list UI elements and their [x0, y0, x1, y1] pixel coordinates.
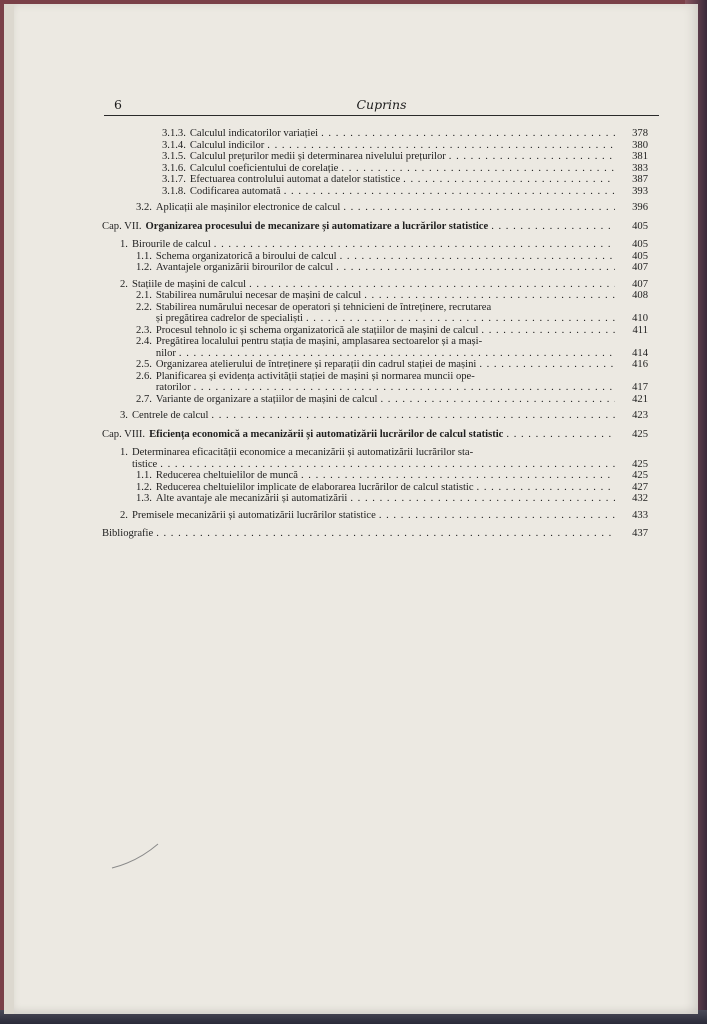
- toc-page-number: 433: [632, 509, 648, 521]
- toc-entry-number: 3.1.4.: [162, 139, 186, 151]
- toc-entry[interactable]: [102, 221, 648, 233]
- toc-entry[interactable]: [102, 262, 648, 274]
- toc-entry-number: 2.1.: [136, 290, 152, 301]
- toc-entry-title: Bibliografie: [102, 528, 154, 539]
- toc-entry[interactable]: [102, 325, 648, 337]
- toc-page-number: 425: [632, 428, 648, 440]
- toc-entry[interactable]: [102, 140, 648, 152]
- leader-dots: [350, 493, 615, 505]
- toc-page-number: 423: [632, 410, 648, 421]
- toc-entry-continuation[interactable]: [102, 348, 648, 360]
- leader-dots: [156, 528, 615, 540]
- toc-entry-title: Calculul indicatorilor variației: [189, 128, 319, 139]
- leader-dots: [403, 174, 615, 186]
- leader-dots: [179, 348, 615, 360]
- toc-entry-title: și pregătirea cadrelor de specialiști: [155, 313, 303, 324]
- toc-entry[interactable]: [102, 482, 648, 494]
- leader-dots: [477, 482, 615, 494]
- leader-dots: [214, 239, 615, 251]
- toc-entry-title: Efectuarea controlului automat a datelor statistice: [189, 174, 401, 185]
- leader-dots: [211, 410, 615, 422]
- toc-page-number: 427: [632, 481, 648, 493]
- leader-dots: [160, 459, 615, 471]
- toc-entry-number: 2.: [120, 509, 128, 521]
- toc-entry[interactable]: [102, 290, 648, 302]
- leader-dots: [284, 186, 615, 198]
- toc-page-number: 437: [632, 528, 648, 539]
- toc-entry-number: 1.: [120, 447, 128, 458]
- toc-entry-number: 3.1.5.: [162, 151, 186, 162]
- leader-dots: [194, 382, 615, 394]
- leader-dots: [506, 429, 615, 441]
- toc-entry-title: Organizarea atelierului de întreținere și reparații din cadrul stației de mașini: [155, 359, 477, 370]
- toc-page-number: 410: [632, 313, 648, 324]
- leader-dots: [336, 262, 615, 274]
- toc-entry-title: Premisele mecanizării și automatizării lucrărilor statistice: [131, 509, 376, 521]
- toc-entry-continuation[interactable]: [102, 459, 648, 471]
- leader-dots: [491, 221, 615, 233]
- leader-dots: [379, 510, 615, 522]
- toc-page-number: 393: [632, 185, 648, 197]
- toc-entry-number: 3.1.7.: [162, 174, 186, 185]
- toc-entry[interactable]: [102, 239, 648, 251]
- toc-page-number: 396: [632, 202, 648, 213]
- toc-page-number: 387: [632, 174, 648, 185]
- leader-dots: [340, 251, 615, 263]
- toc-entry-number: 1.1.: [136, 250, 152, 262]
- toc-page-number: 383: [632, 162, 648, 174]
- toc-entry-title: Variante de organizare a stațiilor de mașini de calcul: [155, 393, 378, 405]
- toc-entry-number: 3.2.: [136, 202, 152, 213]
- toc-entry-number: 2.: [120, 278, 128, 290]
- toc-entry[interactable]: [102, 447, 648, 459]
- toc-entry[interactable]: [102, 174, 648, 186]
- page-number: 6: [114, 97, 122, 112]
- toc-entry-title: Avantajele organizării birourilor de calcul: [155, 262, 334, 273]
- toc-page-number: 425: [632, 458, 648, 470]
- toc-entry-title: Stațiile de mașini de calcul: [131, 278, 247, 290]
- toc-page-number: 416: [632, 359, 648, 370]
- leader-dots: [321, 128, 615, 140]
- toc-entry-title: Organizarea procesului de mecanizare și automatizare a lucrărilor statistice: [145, 220, 489, 232]
- toc-entry-title: Procesul tehnolo ic și schema organizatorică ale stațiilor de mașini de calcul: [155, 324, 479, 336]
- toc-entry[interactable]: [102, 528, 648, 540]
- toc-entry[interactable]: [102, 394, 648, 406]
- toc-entry[interactable]: [102, 493, 648, 505]
- toc-entry-title: Stabilirea numărului necesar de mașini de calcul: [155, 290, 362, 301]
- leader-dots: [306, 313, 615, 325]
- leader-dots: [267, 140, 615, 152]
- toc-entry-number: Cap. VIII.: [102, 428, 146, 440]
- toc-entry[interactable]: [102, 359, 648, 371]
- toc-page-number: 381: [632, 151, 648, 162]
- toc-entry[interactable]: [102, 251, 648, 263]
- toc-entry-title: Eficiența economică a mecanizării și automatizării lucrărilor de calcul statistic: [149, 428, 504, 440]
- toc-entry-continuation[interactable]: [102, 382, 648, 394]
- toc-entry-number: 2.4.: [136, 336, 152, 347]
- toc-entry-title: Calculul prețurilor medii și determinarea nivelului prețurilor: [189, 151, 446, 162]
- toc-page-number: 405: [632, 220, 648, 232]
- leader-dots: [481, 325, 615, 337]
- leader-dots: [301, 470, 615, 482]
- toc-entry-title: Determinarea eficacității economice a mecanizării și automatizării lucrărilor sta-: [131, 447, 474, 458]
- leader-dots: [380, 394, 615, 406]
- toc-entry-title: Birourile de calcul: [131, 239, 211, 250]
- leader-dots: [341, 163, 615, 175]
- toc-entry-number: Cap. VII.: [102, 220, 142, 232]
- toc-entry-number: 3.: [120, 410, 128, 421]
- toc-page-number: 405: [632, 250, 648, 262]
- running-title: Cuprins: [356, 97, 407, 112]
- toc-page-number: 414: [632, 347, 648, 359]
- toc-page-number: 411: [632, 324, 648, 336]
- toc-entry-title: ratorilor: [155, 382, 191, 393]
- leader-dots: [449, 151, 615, 163]
- leader-dots: [343, 202, 615, 214]
- toc-entry-number: 2.5.: [136, 359, 152, 370]
- toc-entry-continuation[interactable]: [102, 313, 648, 325]
- toc-entry-title: Codificarea automată: [189, 185, 281, 197]
- toc-page-number: 425: [632, 470, 648, 481]
- toc-page-number: 432: [632, 493, 648, 504]
- toc-entry[interactable]: [102, 510, 648, 522]
- toc-entry[interactable]: [102, 470, 648, 482]
- toc-entry[interactable]: [102, 371, 648, 383]
- toc-entry-number: 1.2.: [136, 262, 152, 273]
- toc-entry[interactable]: [102, 336, 648, 348]
- toc-entry-title: Calculul indicilor: [189, 139, 265, 151]
- toc-entry[interactable]: [102, 128, 648, 140]
- toc-entry-title: Centrele de calcul: [131, 410, 209, 421]
- toc-entry[interactable]: [102, 202, 648, 214]
- toc-entry-title: Aplicații ale mașinilor electronice de calcul: [155, 202, 341, 213]
- toc-page-number: 378: [632, 128, 648, 139]
- leader-dots: [364, 290, 615, 302]
- toc-entry-title: Calculul coeficientului de corelație: [189, 162, 339, 174]
- toc-entry-number: 3.1.3.: [162, 128, 186, 139]
- toc-entry[interactable]: [102, 410, 648, 422]
- toc-page-number: 407: [632, 278, 648, 290]
- pencil-mark: [110, 842, 160, 870]
- toc-entry-number: 1.: [120, 239, 128, 250]
- toc-entry[interactable]: [102, 279, 648, 291]
- leader-dots: [479, 359, 615, 371]
- toc-entry-number: 2.3.: [136, 324, 152, 336]
- toc-page-number: 421: [632, 393, 648, 405]
- toc-page-number: 417: [632, 382, 648, 393]
- toc-entry[interactable]: [102, 302, 648, 314]
- toc-entry-title: nilor: [155, 347, 176, 359]
- toc-entry-title: Stabilirea numărului necesar de operatori și tehnicieni de întreținere, recrutarea: [155, 301, 492, 313]
- toc-entry-number: 2.7.: [136, 393, 152, 405]
- toc-entry-number: 2.6.: [136, 370, 152, 382]
- toc-entry-number: 3.1.8.: [162, 185, 186, 197]
- toc-entry-title: Pregătirea localului pentru stația de mașini, amplasarea sectoarelor și a mași-: [155, 336, 483, 347]
- toc-entry-title: Planificarea și evidența activității stației de mașini și normarea muncii ope-: [155, 370, 475, 382]
- toc-entry-number: 1.3.: [136, 493, 152, 504]
- toc-entry-number: 1.2.: [136, 481, 152, 493]
- toc-entry-number: 1.1.: [136, 470, 152, 481]
- toc-entry-title: Reducerea cheltuielilor de muncă: [155, 470, 298, 481]
- toc-page-number: 380: [632, 139, 648, 151]
- table-of-contents: [102, 128, 648, 540]
- toc-entry[interactable]: [102, 429, 648, 441]
- toc-entry-title: Reducerea cheltuielilor implicate de elaborarea lucrărilor de calcul statistic: [155, 481, 474, 493]
- running-header: [104, 97, 659, 116]
- leader-dots: [249, 279, 615, 291]
- toc-page-number: 408: [632, 290, 648, 301]
- toc-entry[interactable]: [102, 186, 648, 198]
- toc-entry-title: Alte avantaje ale mecanizării și automatizării: [155, 493, 348, 504]
- toc-page-number: 405: [632, 239, 648, 250]
- toc-entry-title: tistice: [131, 458, 158, 470]
- toc-entry-number: 2.2.: [136, 301, 152, 313]
- toc-entry[interactable]: [102, 163, 648, 175]
- toc-entry[interactable]: [102, 151, 648, 163]
- toc-entry-number: 3.1.6.: [162, 162, 186, 174]
- toc-entry-title: Schema organizatorică a biroului de calcul: [155, 250, 337, 262]
- toc-page-number: 407: [632, 262, 648, 273]
